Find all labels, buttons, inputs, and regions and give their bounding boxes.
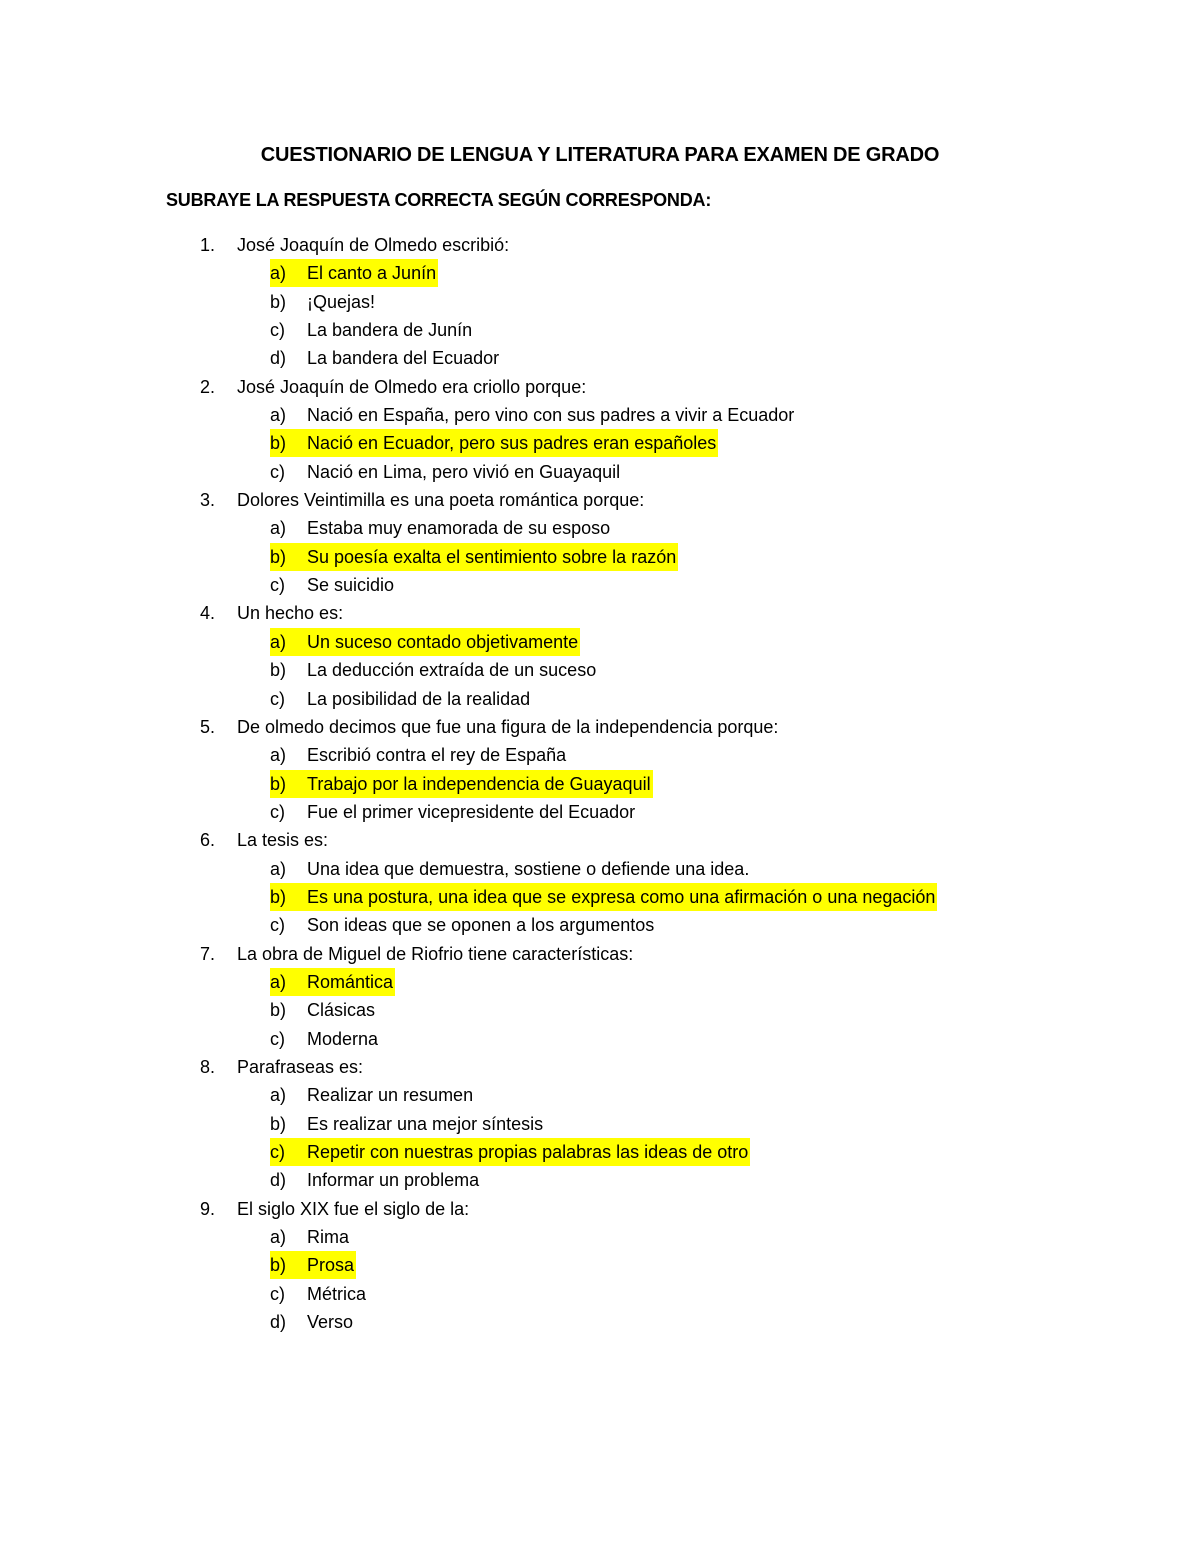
option-letter: c)	[270, 801, 285, 822]
highlighted-answer	[270, 543, 678, 571]
question-item	[0, 1053, 1200, 1081]
option-text: Fue el primer vicepresidente del Ecuador	[307, 801, 636, 822]
question-list	[0, 231, 1200, 1336]
option-text: La bandera del Ecuador	[307, 348, 500, 369]
option-text: Estaba muy enamorada de su esposo	[307, 518, 611, 539]
highlighted-answer	[270, 1251, 356, 1279]
answer-option	[0, 458, 1200, 486]
option-letter: c)	[270, 688, 285, 709]
answer-option	[0, 1223, 1200, 1251]
highlighted-answer	[270, 883, 937, 911]
option-letter: b)	[270, 1000, 287, 1021]
question-number: 7.	[200, 943, 216, 964]
question-number: 8.	[200, 1056, 216, 1077]
answer-text-wrap	[270, 344, 501, 372]
question-number: 1.	[200, 235, 216, 255]
answer-text-wrap	[270, 514, 612, 542]
option-text: La posibilidad de la realidad	[307, 688, 531, 709]
question-number: 2.	[200, 376, 216, 397]
answer-text-wrap	[270, 401, 796, 429]
option-letter: b)	[270, 773, 287, 794]
question-item	[0, 713, 1200, 741]
option-letter: a)	[270, 858, 287, 879]
answer-option	[0, 770, 1200, 798]
option-letter: a)	[270, 971, 287, 992]
answer-text-wrap	[270, 1025, 380, 1053]
highlighted-answer	[270, 968, 395, 996]
option-text: Repetir con nuestras propias palabras las ideas de otro	[307, 1142, 749, 1162]
option-text: La bandera de Junín	[307, 320, 473, 341]
answer-option	[0, 741, 1200, 769]
question-number: 5.	[200, 716, 216, 737]
answer-option	[0, 855, 1200, 883]
option-letter: a)	[270, 405, 287, 426]
answer-text-wrap	[270, 798, 637, 826]
option-letter: c)	[270, 1283, 285, 1304]
answer-option	[0, 543, 1200, 571]
answer-option	[0, 911, 1200, 939]
option-text: ¡Quejas!	[307, 291, 376, 312]
answer-option	[0, 1110, 1200, 1138]
option-letter: b)	[270, 1255, 287, 1276]
question-number: 6.	[200, 830, 216, 851]
answer-text-wrap	[270, 1081, 475, 1109]
answer-option	[0, 401, 1200, 429]
answer-text-wrap	[270, 1110, 545, 1138]
option-text: Es realizar una mejor síntesis	[307, 1113, 544, 1134]
question-text: La tesis es:	[237, 830, 329, 851]
answer-option	[0, 344, 1200, 372]
option-text: Trabajo por la independencia de Guayaquil	[307, 773, 651, 794]
answer-option	[0, 1081, 1200, 1109]
question-item	[0, 826, 1200, 854]
question-number: 3.	[200, 490, 216, 511]
question-number: 9.	[200, 1198, 216, 1219]
option-text: Son ideas que se oponen a los argumentos	[307, 915, 655, 936]
option-text: Moderna	[307, 1028, 379, 1049]
option-text: Su poesía exalta el sentimiento sobre la razón	[307, 546, 677, 567]
question-number: 4.	[200, 603, 216, 624]
option-text: Escribió contra el rey de España	[307, 745, 567, 766]
option-letter: a)	[270, 263, 287, 284]
question-text: La obra de Miguel de Riofrio tiene características:	[237, 943, 634, 964]
option-letter: a)	[270, 518, 287, 539]
answer-option	[0, 968, 1200, 996]
answer-option	[0, 1308, 1200, 1336]
answer-text-wrap	[270, 316, 474, 344]
answer-option	[0, 429, 1200, 457]
option-letter: b)	[270, 1113, 287, 1134]
option-letter: c)	[270, 1028, 285, 1049]
question-text: José Joaquín de Olmedo era criollo porque:	[237, 376, 587, 397]
question-text: Parafraseas es:	[237, 1056, 364, 1077]
answer-option	[0, 1251, 1200, 1279]
option-letter: a)	[270, 631, 287, 652]
option-text: Se suicidio	[307, 575, 395, 596]
answer-option	[0, 798, 1200, 826]
question-text: José Joaquín de Olmedo escribió:	[237, 235, 510, 255]
question-text: Dolores Veintimilla es una poeta romántica porque:	[237, 490, 645, 511]
option-letter: b)	[270, 546, 287, 567]
option-letter: a)	[270, 1085, 287, 1106]
option-text: Verso	[307, 1312, 354, 1333]
answer-text-wrap	[270, 656, 598, 684]
option-text: Un suceso contado objetivamente	[307, 631, 579, 652]
answer-text-wrap	[270, 1280, 368, 1308]
question-text: Un hecho es:	[237, 603, 344, 624]
answer-text-wrap	[270, 855, 751, 883]
document-title: CUESTIONARIO DE LENGUA Y LITERATURA PARA EXAMEN DE GRADO	[260, 144, 940, 166]
question-item	[0, 373, 1200, 401]
option-letter: b)	[270, 660, 287, 681]
answer-text-wrap	[270, 458, 622, 486]
answer-option	[0, 656, 1200, 684]
option-text: La deducción extraída de un suceso	[307, 660, 597, 681]
option-letter: d)	[270, 348, 287, 369]
option-text: Informar un problema	[307, 1170, 480, 1191]
option-text: Nació en Ecuador, pero sus padres eran españoles	[307, 433, 717, 454]
answer-option	[0, 628, 1200, 656]
answer-text-wrap	[270, 1166, 481, 1194]
answer-text-wrap	[270, 741, 568, 769]
answer-text-wrap	[270, 685, 532, 713]
question-item	[0, 599, 1200, 627]
highlighted-answer	[270, 259, 438, 287]
question-item	[0, 1195, 1200, 1223]
question-item	[0, 231, 1200, 259]
answer-text-wrap	[270, 288, 377, 316]
answer-text-wrap	[270, 996, 377, 1024]
option-text: Una idea que demuestra, sostiene o defiende una idea.	[307, 858, 750, 879]
answer-text-wrap	[270, 1308, 355, 1336]
highlighted-answer	[270, 770, 653, 798]
option-letter: b)	[270, 886, 287, 907]
answer-text-wrap	[270, 1223, 351, 1251]
option-letter: d)	[270, 1170, 287, 1191]
answer-option	[0, 259, 1200, 287]
answer-option	[0, 1138, 1200, 1166]
option-text: Nació en Lima, pero vivió en Guayaquil	[307, 461, 621, 482]
option-text: Prosa	[307, 1255, 355, 1276]
option-letter: c)	[270, 575, 285, 596]
option-letter: c)	[270, 1142, 285, 1162]
option-letter: c)	[270, 461, 285, 482]
option-letter: b)	[270, 433, 287, 454]
option-text: Clásicas	[307, 1000, 376, 1021]
option-text: Nació en España, pero vino con sus padres a vivir a Ecuador	[307, 405, 795, 426]
option-text: Rima	[307, 1227, 350, 1248]
option-text: Realizar un resumen	[307, 1085, 474, 1106]
question-text: El siglo XIX fue el siglo de la:	[237, 1198, 470, 1219]
question-text: De olmedo decimos que fue una figura de la independencia porque:	[237, 716, 779, 737]
answer-option	[0, 571, 1200, 599]
option-text: Es una postura, una idea que se expresa como una afirmación o una negación	[307, 886, 936, 907]
option-letter: d)	[270, 1312, 287, 1333]
option-letter: b)	[270, 291, 287, 312]
answer-option	[0, 316, 1200, 344]
highlighted-answer	[270, 1138, 750, 1166]
answer-text-wrap	[270, 911, 656, 939]
option-letter: a)	[270, 1227, 287, 1248]
highlighted-answer	[270, 628, 580, 656]
option-letter: c)	[270, 915, 285, 936]
answer-text-wrap	[270, 571, 396, 599]
highlighted-answer	[270, 429, 718, 457]
question-item	[0, 940, 1200, 968]
option-text: Métrica	[307, 1283, 367, 1304]
answer-option	[0, 288, 1200, 316]
option-text: El canto a Junín	[307, 263, 437, 284]
answer-option	[0, 514, 1200, 542]
answer-option	[0, 996, 1200, 1024]
question-item	[0, 486, 1200, 514]
option-letter: a)	[270, 745, 287, 766]
option-text: Romántica	[307, 971, 394, 992]
answer-option	[0, 1280, 1200, 1308]
instruction-text: SUBRAYE LA RESPUESTA CORRECTA SEGÚN CORRESPONDA:	[166, 190, 712, 210]
answer-option	[0, 1025, 1200, 1053]
answer-option	[0, 883, 1200, 911]
option-letter: c)	[270, 320, 285, 341]
answer-option	[0, 1166, 1200, 1194]
answer-option	[0, 685, 1200, 713]
